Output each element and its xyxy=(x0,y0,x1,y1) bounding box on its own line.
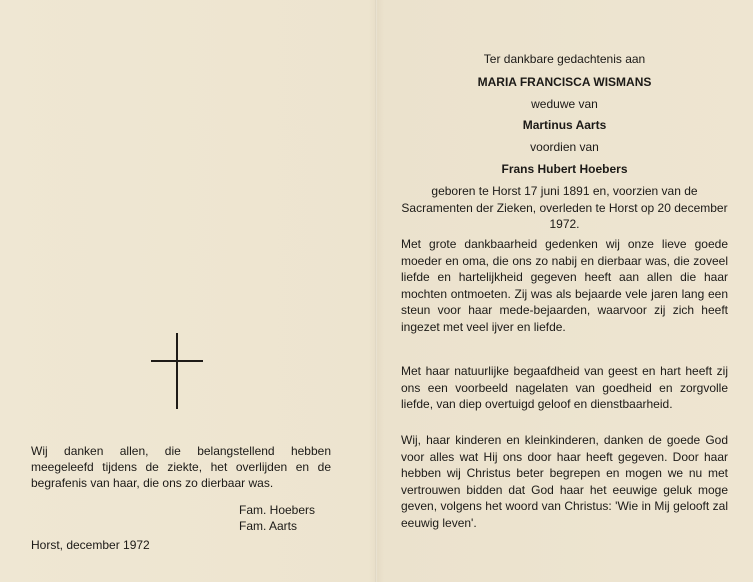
cross-vertical-bar xyxy=(176,333,178,409)
remembrance-paragraph-2: Met haar natuurlijke begaafdheid van geest en hart heeft zij ons een voorbeeld nagelaten van goedheid en zorgvolle liefde, van diep overtuigd geloof en dienstbaarheid. xyxy=(401,364,728,412)
spouse-name-2: Frans Hubert Hoebers xyxy=(501,162,628,176)
relation-widow: weduwe van xyxy=(531,97,598,111)
latin-cross-icon xyxy=(151,333,203,409)
signature-aarts: Fam. Aarts xyxy=(239,519,298,533)
cross-horizontal-bar xyxy=(151,360,203,362)
thanks-text: Wij danken allen, die belangstellend hebben meegeleefd tijdens de ziekte, het overlijden en de begrafenis van haar, die ons zo dierbaar was. xyxy=(31,444,331,490)
intro-line: Ter dankbare gedachtenis aan xyxy=(483,52,646,66)
left-panel xyxy=(0,0,376,582)
birth-death-text: geboren te Horst 17 juni 1891 en, voorzien van de Sacramenten der Zieken, overleden te Horst op 20 december 1972. xyxy=(401,184,728,232)
right-panel xyxy=(376,0,753,582)
deceased-name: MARIA FRANCISCA WISMANS xyxy=(477,75,652,89)
place-date: Horst, december 1972 xyxy=(31,538,150,552)
spouse-name-1: Martinus Aarts xyxy=(522,118,607,132)
signature-hoebers: Fam. Hoebers xyxy=(239,503,316,517)
relation-previously: voordien van xyxy=(530,140,599,154)
remembrance-paragraph-1: Met grote dankbaarheid gedenken wij onze lieve goede moeder en oma, die ons zo nabij en dierbaar was, die zoveel liefde en hartelijkheid gegeven heeft aan allen die haar mochten ontmoeten. Zij was als bejaarde vele jaren lang een steun voor haar mede-bejaarden, waarvoor zij zich heeft ingezet met veel ijver en liefde. xyxy=(401,237,728,334)
remembrance-paragraph-3: Wij, haar kinderen en kleinkinderen, danken de goede God voor alles wat Hij ons door haar heeft gegeven. Door haar hebben wij Christus beter begrepen en mogen we nu met vertrouwen bidden dat God haar het eeuwige geluk moge geven, volgens het woord van Christus: 'Wie in Mij gelooft zal eeuwig leven'. xyxy=(401,433,728,530)
